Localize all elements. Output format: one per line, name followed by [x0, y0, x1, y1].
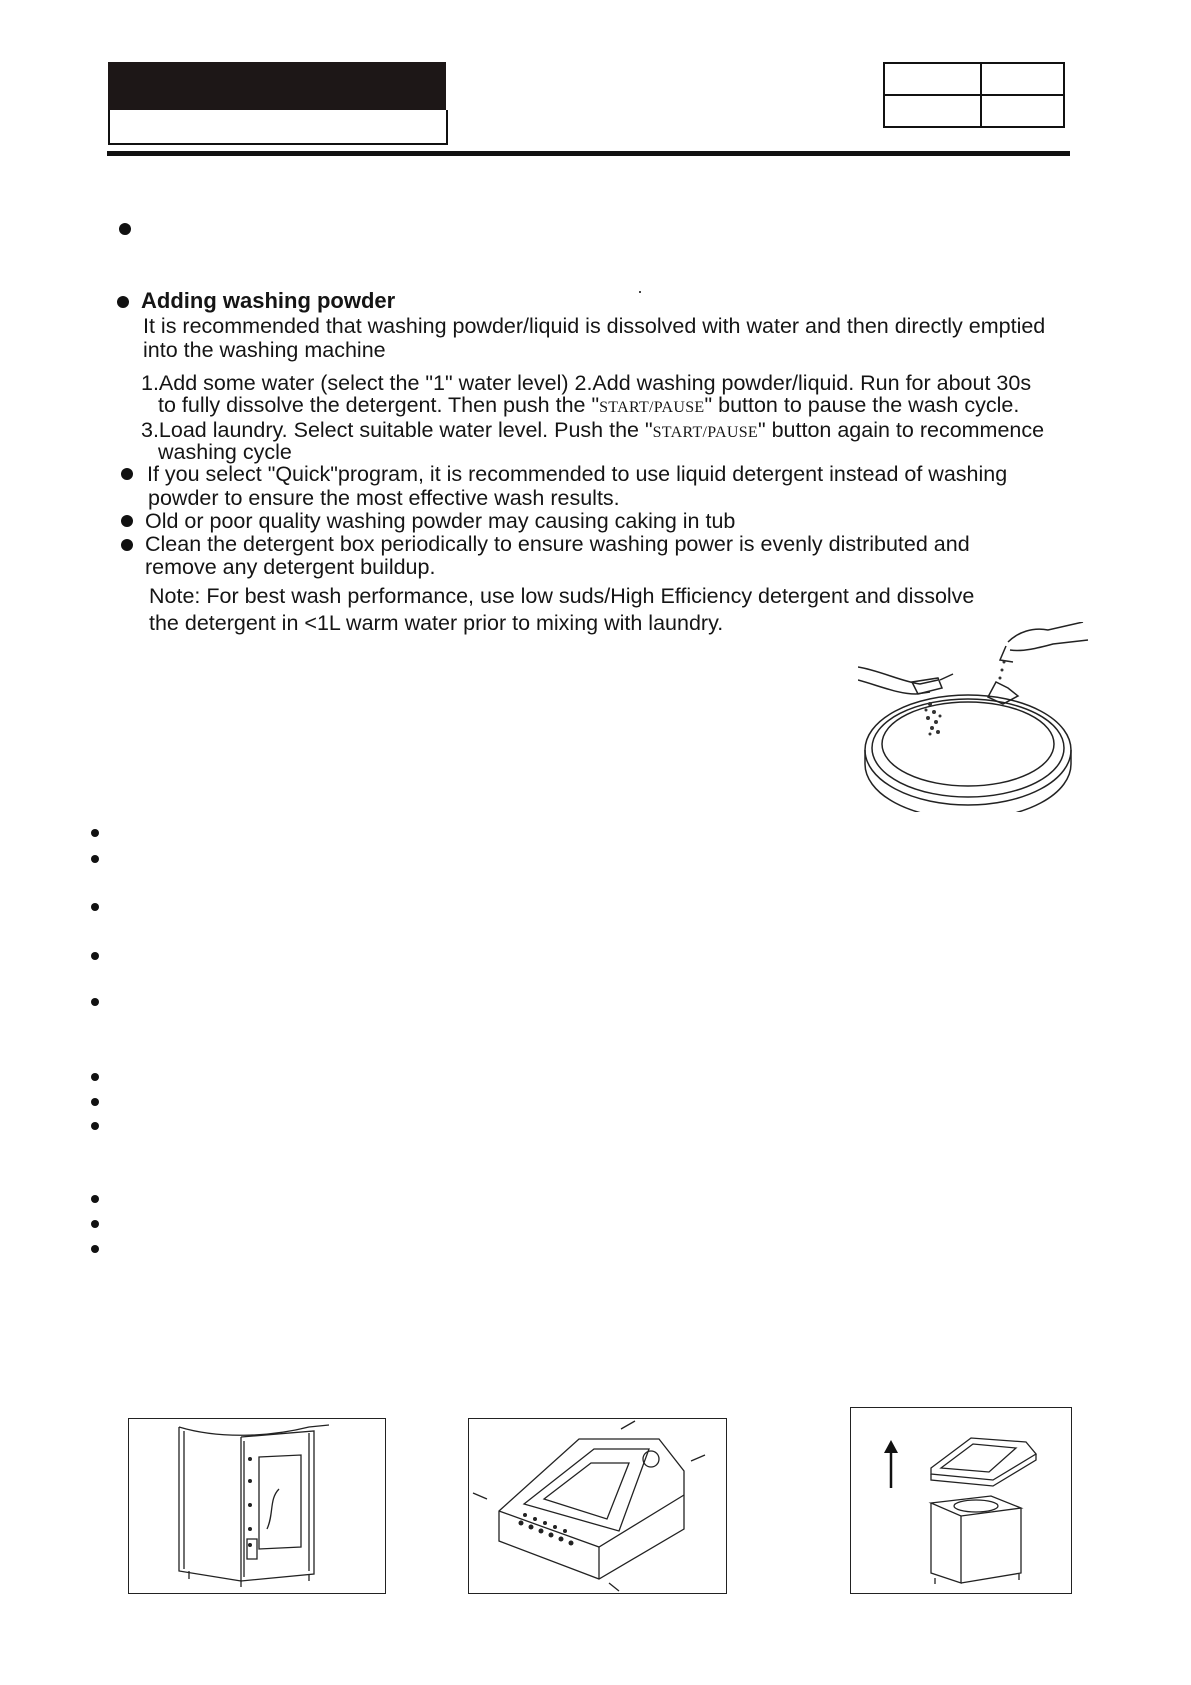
- step-3-text-b: " button again to recommence: [757, 418, 1045, 442]
- step-2-text-a: to fully dissolve the detergent. Then push the ": [158, 393, 600, 417]
- lift-panel-drawing: [851, 1408, 1071, 1593]
- detergent-pouring-illustration: [858, 622, 1090, 812]
- header-black-bar: [108, 62, 446, 110]
- start-pause-label: START/PAUSE: [652, 424, 758, 441]
- quick-line-2: powder to ensure the most effective wash results.: [148, 486, 620, 510]
- note-line-2: the detergent in <1L warm water prior to mixing with laundry.: [149, 611, 724, 635]
- step-2: [158, 394, 1019, 419]
- figure-machine-side: [128, 1418, 386, 1594]
- header-rule: [107, 151, 1070, 156]
- clean-line-2: remove any detergent buildup.: [145, 555, 436, 579]
- section-heading: Adding washing powder: [141, 288, 396, 313]
- intro-line-2: into the washing machine: [143, 338, 386, 362]
- bullet-old: [121, 515, 133, 527]
- page-number-table: [883, 62, 1065, 128]
- bullet-empty: [91, 1073, 99, 1081]
- bullet-empty: [91, 855, 99, 863]
- up-arrow-icon: [884, 1440, 898, 1453]
- bullet-empty: [91, 1220, 99, 1228]
- quick-line-1: If you select "Quick"program, it is recommended to use liquid detergent instead of washing: [147, 462, 1008, 486]
- bullet-empty: [91, 1098, 99, 1106]
- bullet-clean: [121, 539, 133, 551]
- intro-line-1: It is recommended that washing powder/liquid is dissolved with water and then directly emptied: [143, 314, 1046, 338]
- step-3-cont: washing cycle: [158, 440, 292, 464]
- bullet-empty: [91, 1195, 99, 1203]
- step-2-text-b: " button to pause the wash cycle.: [704, 393, 1020, 417]
- bullet-empty: [91, 1122, 99, 1130]
- bullet-empty: [91, 1245, 99, 1253]
- header-subtitle-box: [108, 110, 448, 145]
- bullet-empty: [91, 952, 99, 960]
- start-pause-label: START/PAUSE: [599, 399, 705, 416]
- figure-control-panel: [468, 1418, 727, 1594]
- control-panel-drawing: [469, 1419, 726, 1593]
- machine-side-drawing: [129, 1419, 385, 1593]
- step-1: 1.Add some water (select the "1" water level) 2.Add washing powder/liquid. Run for about 30s: [141, 371, 1032, 395]
- bullet-empty: [91, 998, 99, 1006]
- old-powder-line: Old or poor quality washing powder may causing caking in tub: [145, 509, 736, 533]
- bullet-quick: [121, 468, 133, 480]
- stray-dot: [639, 291, 641, 293]
- bullet-heading: [117, 296, 129, 308]
- step-3-text-a: 3.Load laundry. Select suitable water level. Push the ": [141, 418, 653, 442]
- clean-line-1: Clean the detergent box periodically to ensure washing power is evenly distributed and: [145, 532, 970, 556]
- note-line-1: Note: For best wash performance, use low suds/High Efficiency detergent and dissolve: [149, 584, 975, 608]
- figure-lift-panel: [850, 1407, 1072, 1594]
- bullet-empty: [91, 829, 99, 837]
- bullet-empty: [91, 903, 99, 911]
- bullet-empty: [119, 223, 131, 235]
